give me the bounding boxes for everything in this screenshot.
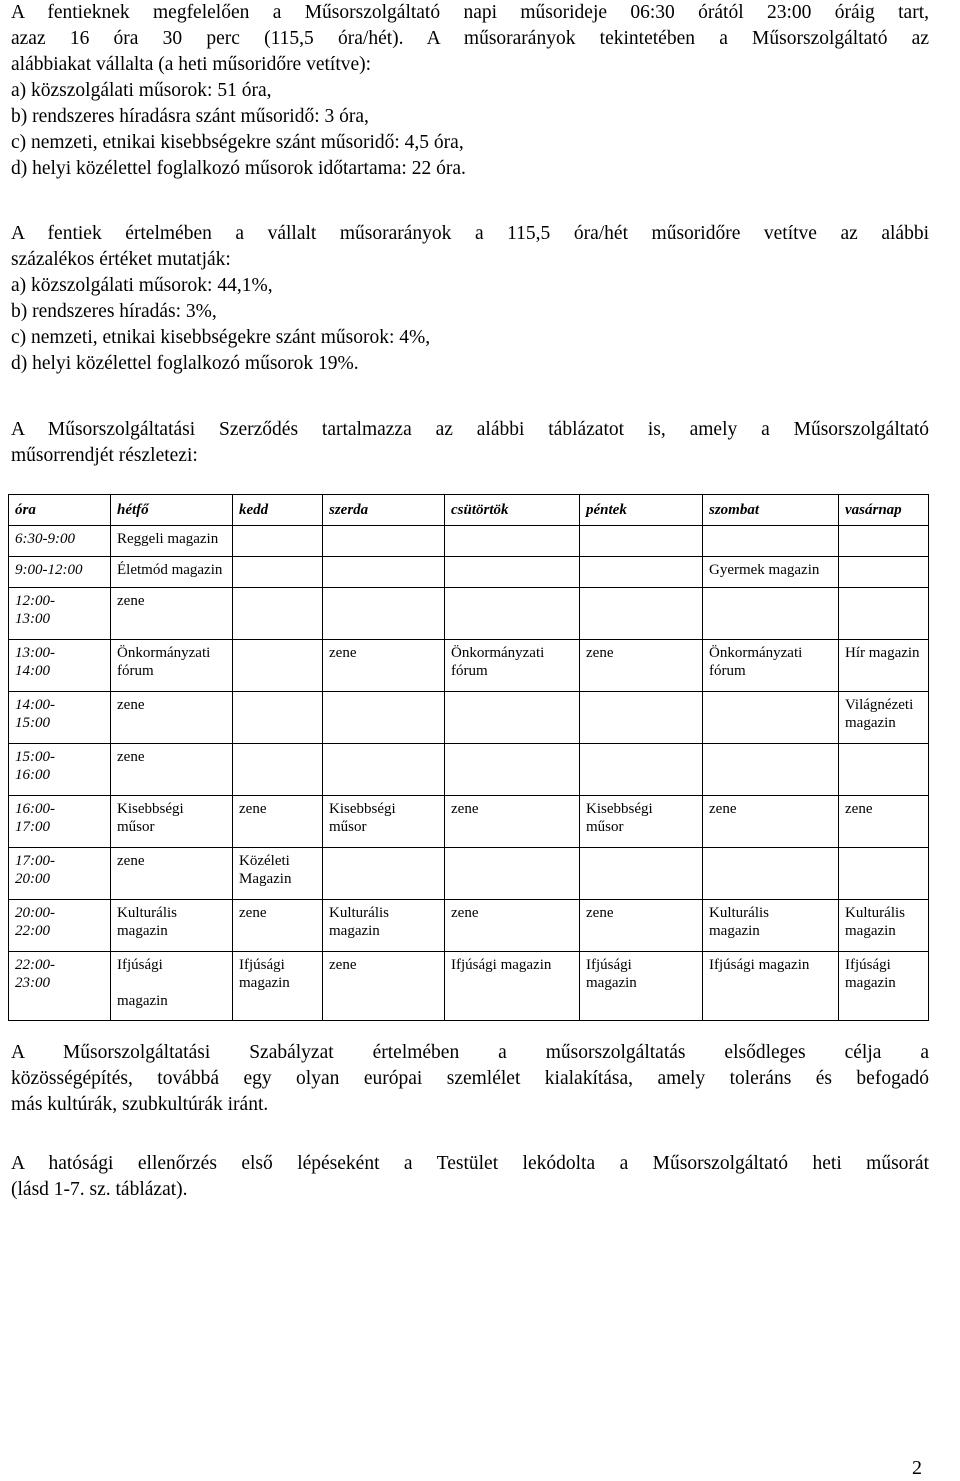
program-cell: zene	[233, 796, 323, 848]
header-csutortok: csütörtök	[445, 495, 580, 526]
intro-line: alábbiakat vállalta (a heti műsoridőre vetítve):	[11, 54, 372, 75]
table-row	[9, 640, 929, 692]
intro-line: A fentieknek megfelelően a Műsorszolgáltató napi műsorideje 06:30 órától 23:00 óráig tart,	[11, 2, 929, 23]
program-cell	[703, 692, 839, 744]
program-cell	[445, 557, 580, 588]
program-cell	[580, 526, 703, 557]
program-cell	[233, 640, 323, 692]
program-cell	[233, 557, 323, 588]
program-cell	[323, 557, 445, 588]
time-cell: 14:00- 15:00	[9, 692, 111, 744]
intro-line: d) helyi közélettel foglalkozó műsorok időtartama: 22 óra.	[11, 158, 466, 179]
table-row	[9, 588, 929, 640]
percentages-line: százalékos értéket mutatják:	[11, 249, 231, 270]
program-cell: zene	[703, 796, 839, 848]
intro-line: a) közszolgálati műsorok: 51 óra,	[11, 80, 272, 101]
program-cell	[233, 692, 323, 744]
inspection-line: (lásd 1-7. sz. táblázat).	[11, 1179, 188, 1200]
header-szerda: szerda	[323, 495, 445, 526]
header-kedd: kedd	[233, 495, 323, 526]
table-header-row	[9, 495, 929, 526]
program-cell: Ifjúsági magazin	[445, 952, 580, 1021]
percentages-line: c) nemzeti, etnikai kisebbségekre szánt műsorok: 4%,	[11, 327, 431, 348]
program-cell: zene	[580, 900, 703, 952]
program-cell: Életmód magazin	[111, 557, 233, 588]
program-cell: Kisebbségi műsor	[323, 796, 445, 848]
intro-line: c) nemzeti, etnikai kisebbségekre szánt műsoridő: 4,5 óra,	[11, 132, 464, 153]
percentages-line: a) közszolgálati műsorok: 44,1%,	[11, 275, 273, 296]
program-cell	[580, 692, 703, 744]
table-row	[9, 796, 929, 848]
intro-line: azaz 16 óra 30 perc (115,5 óra/hét). A műsorarányok tekintetében a Műsorszolgáltató az	[11, 28, 929, 49]
percentages-line: b) rendszeres híradás: 3%,	[11, 301, 217, 322]
program-cell	[703, 526, 839, 557]
program-cell: Kulturális magazin	[703, 900, 839, 952]
program-cell	[323, 588, 445, 640]
program-cell: Önkormányzati fórum	[445, 640, 580, 692]
program-cell: Hír magazin	[839, 640, 929, 692]
program-cell: Ifjúsági magazin	[580, 952, 703, 1021]
program-cell: Gyermek magazin	[703, 557, 839, 588]
program-cell: Kulturális magazin	[323, 900, 445, 952]
time-cell: 22:00- 23:00	[9, 952, 111, 1021]
program-cell: Kulturális magazin	[111, 900, 233, 952]
program-cell	[445, 692, 580, 744]
program-cell	[580, 744, 703, 796]
program-cell: Önkormányzati fórum	[111, 640, 233, 692]
table-row	[9, 952, 929, 1021]
program-cell: zene	[111, 588, 233, 640]
program-cell	[323, 692, 445, 744]
table-row	[9, 526, 929, 557]
program-cell: zene	[580, 640, 703, 692]
time-cell: 13:00- 14:00	[9, 640, 111, 692]
program-cell: Ifjúsági magazin	[233, 952, 323, 1021]
table-row	[9, 744, 929, 796]
program-cell: Ifjúsági magazin	[111, 952, 233, 1021]
program-cell: Közéleti Magazin	[233, 848, 323, 900]
program-cell: zene	[445, 796, 580, 848]
policy-line: közösségépítés, továbbá egy olyan európai szemlélet kialakítása, amely toleráns és befogadó	[11, 1068, 929, 1089]
table-row	[9, 900, 929, 952]
program-cell: zene	[323, 952, 445, 1021]
program-cell: Kulturális magazin	[839, 900, 929, 952]
time-cell: 16:00- 17:00	[9, 796, 111, 848]
program-cell	[233, 526, 323, 557]
time-cell: 15:00- 16:00	[9, 744, 111, 796]
program-cell	[703, 848, 839, 900]
program-cell: zene	[839, 796, 929, 848]
program-cell: Önkormányzati fórum	[703, 640, 839, 692]
time-cell: 6:30-9:00	[9, 526, 111, 557]
header-ora: óra	[9, 495, 111, 526]
program-cell	[580, 557, 703, 588]
program-cell: zene	[111, 692, 233, 744]
program-cell	[233, 744, 323, 796]
program-cell: Világnézeti magazin	[839, 692, 929, 744]
percentages-paragraph	[11, 221, 929, 377]
program-cell	[839, 848, 929, 900]
inspection-line: A hatósági ellenőrzés első lépéseként a Testület lekódolta a Műsorszolgáltató heti műsorát	[11, 1153, 929, 1174]
time-cell: 9:00-12:00	[9, 557, 111, 588]
program-cell	[839, 526, 929, 557]
program-cell	[445, 848, 580, 900]
contract-line: műsorrendjét részletezi:	[11, 445, 198, 466]
program-cell	[445, 526, 580, 557]
policy-line: más kultúrák, szubkultúrák iránt.	[11, 1094, 269, 1115]
header-vasarnap: vasárnap	[839, 495, 929, 526]
table-row	[9, 848, 929, 900]
time-cell: 20:00- 22:00	[9, 900, 111, 952]
policy-line: A Műsorszolgáltatási Szabályzat értelmében a műsorszolgáltatás elsődleges célja a	[11, 1042, 929, 1063]
program-cell: Reggeli magazin	[111, 526, 233, 557]
program-cell	[839, 744, 929, 796]
time-cell: 17:00- 20:00	[9, 848, 111, 900]
program-cell	[839, 588, 929, 640]
program-cell: Kisebbségi műsor	[580, 796, 703, 848]
program-cell	[839, 557, 929, 588]
header-pentek: péntek	[580, 495, 703, 526]
page-number: 2	[912, 1457, 922, 1479]
program-cell: zene	[233, 900, 323, 952]
program-cell: Kisebbségi műsor	[111, 796, 233, 848]
program-cell	[580, 848, 703, 900]
program-cell: Ifjúsági magazin	[839, 952, 929, 1021]
program-cell	[323, 848, 445, 900]
program-cell	[703, 744, 839, 796]
intro-line: b) rendszeres híradásra szánt műsoridő: 3 óra,	[11, 106, 369, 127]
program-cell	[323, 526, 445, 557]
header-hetfo: hétfő	[111, 495, 233, 526]
program-cell	[703, 588, 839, 640]
time-cell: 12:00- 13:00	[9, 588, 111, 640]
policy-paragraph	[11, 1040, 929, 1118]
program-cell	[233, 588, 323, 640]
program-cell	[445, 744, 580, 796]
table-row	[9, 557, 929, 588]
percentages-line: A fentiek értelmében a vállalt műsorarányok a 115,5 óra/hét műsoridőre vetítve az alábbi	[11, 223, 929, 244]
contract-paragraph	[11, 417, 929, 469]
schedule-table	[8, 494, 929, 1021]
program-cell: zene	[111, 848, 233, 900]
schedule-body	[9, 526, 929, 1021]
program-cell: zene	[445, 900, 580, 952]
program-cell: zene	[111, 744, 233, 796]
contract-line: A Műsorszolgáltatási Szerződés tartalmazza az alábbi táblázatot is, amely a Műsorszolgáltató	[11, 419, 929, 440]
intro-paragraph	[11, 0, 929, 182]
percentages-line: d) helyi közélettel foglalkozó műsorok 19%.	[11, 353, 359, 374]
program-cell: zene	[323, 640, 445, 692]
program-cell	[580, 588, 703, 640]
program-cell: Ifjúsági magazin	[703, 952, 839, 1021]
inspection-paragraph	[11, 1151, 929, 1203]
program-cell	[323, 744, 445, 796]
table-row	[9, 692, 929, 744]
header-szombat: szombat	[703, 495, 839, 526]
program-cell	[445, 588, 580, 640]
